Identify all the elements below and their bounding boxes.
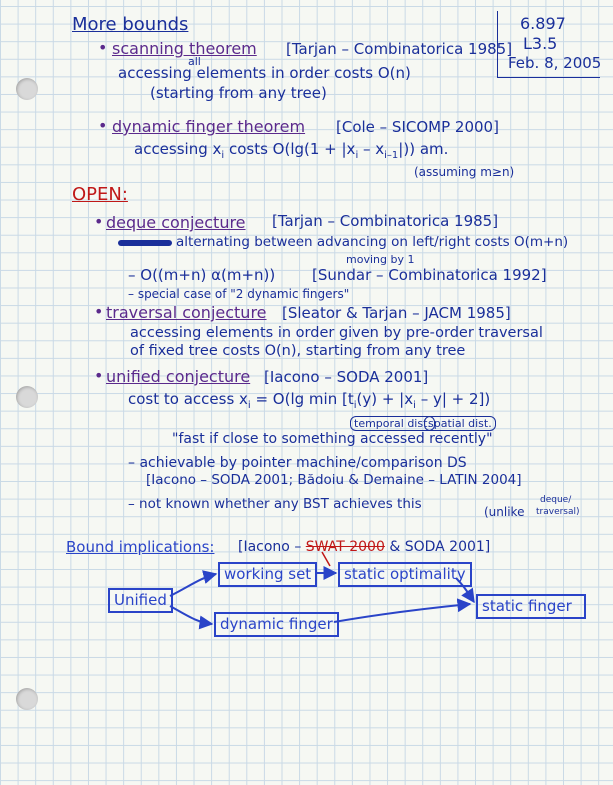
traversal-line-1: accessing elements in order given by pre-order traversal [130,325,543,341]
dynamic-finger-line-1: accessing $x_i$ costs $O(\lg(1 + |x_i - x_{i-1}|))$ am. [134,140,449,161]
unified-conjecture-label: unified conjecture [106,367,251,386]
deque-citation: [Tarjan – Combinatorica 1985] [272,212,499,230]
unified-achievable-ref: [Iacono – SODA 2001; Bădoiu & Demaine – LATIN 2004] [146,472,522,488]
unified-achievable: – achievable by pointer machine/comparison DS [128,455,467,471]
bullet: • [94,366,104,385]
bullet: • [98,116,108,135]
bullet: • [98,38,108,57]
deque-moving-annotation: moving by 1 [346,253,415,266]
deque-line-3: – special case of "2 dynamic fingers" [128,287,350,301]
bullet: • [94,212,104,231]
arrow-dynamic-finger-to-static-finger [334,604,470,622]
swat-reference: SWAT 2000 [305,539,385,555]
deque-line-1: alternating between advancing on left/right costs O(m+n) [176,234,569,250]
course-number: 6.897 [520,14,566,33]
implications-ref: [Iacono – SWAT 2000 & SODA 2001] [238,539,491,555]
traversal-line-2: of fixed tree costs O(n), starting from any tree [130,343,466,359]
node-dynamic-finger: dynamic finger [214,612,339,637]
arrow-swat-pointer [322,552,330,566]
dynamic-finger-assumption: (assuming m≥n) [414,165,515,179]
scanning-line-2: (starting from any tree) [150,84,327,102]
deque-line-2-citation: [Sundar – Combinatorica 1992] [312,266,547,284]
dynamic-finger-theorem-label: dynamic finger theorem [112,117,306,136]
temporal-distance-label: temporal dist. [350,416,435,431]
node-static-finger: static finger [476,594,586,619]
unlike-open: (unlike [484,505,525,519]
bullet: • [94,302,104,321]
open-heading: OPEN: [72,184,128,205]
page-title: More bounds [72,14,189,35]
unified-cost-line: cost to access $x_i = O(\lg$ $\min [t_i(y) + |x_i - y| + 2]$) [128,390,491,411]
dynamic-finger-citation: [Cole – SICOMP 2000] [336,118,499,136]
unlike-deque: deque/ [540,495,572,505]
lecture-number: L3.5 [523,34,558,53]
unified-not-known: – not known whether any BST achieves this [128,496,422,512]
implications-heading: Bound implications: [66,538,215,556]
unlike-traversal: traversal) [536,507,580,517]
arrow-unified-to-working-set [170,574,216,596]
scanning-theorem-label: scanning theorem [112,39,257,58]
deque-conjecture-label: deque conjecture [106,213,246,232]
node-static-optimality: static optimality [338,562,472,587]
traversal-citation: [Sleator & Tarjan – JACM 1985] [282,304,511,322]
unified-quote: "fast if close to something accessed recently" [172,431,493,447]
arrow-unified-to-dynamic-finger [170,606,212,624]
unified-citation: [Iacono – SODA 2001] [264,368,429,386]
node-unified: Unified [108,588,173,613]
spatial-distance-label: spatial dist. [424,416,496,431]
scanning-theorem-citation: [Tarjan – Combinatorica 1985] [286,40,513,58]
scanning-all-annotation: all [188,55,201,68]
deque-line-2: – O((m+n) α(m+n)) [128,266,276,284]
node-working-set: working set [218,562,317,587]
lecture-date: Feb. 8, 2005 [508,54,602,72]
scanning-line-1: accessing elements in order costs O(n) [118,64,411,82]
traversal-conjecture-label: traversal conjecture [106,303,267,322]
